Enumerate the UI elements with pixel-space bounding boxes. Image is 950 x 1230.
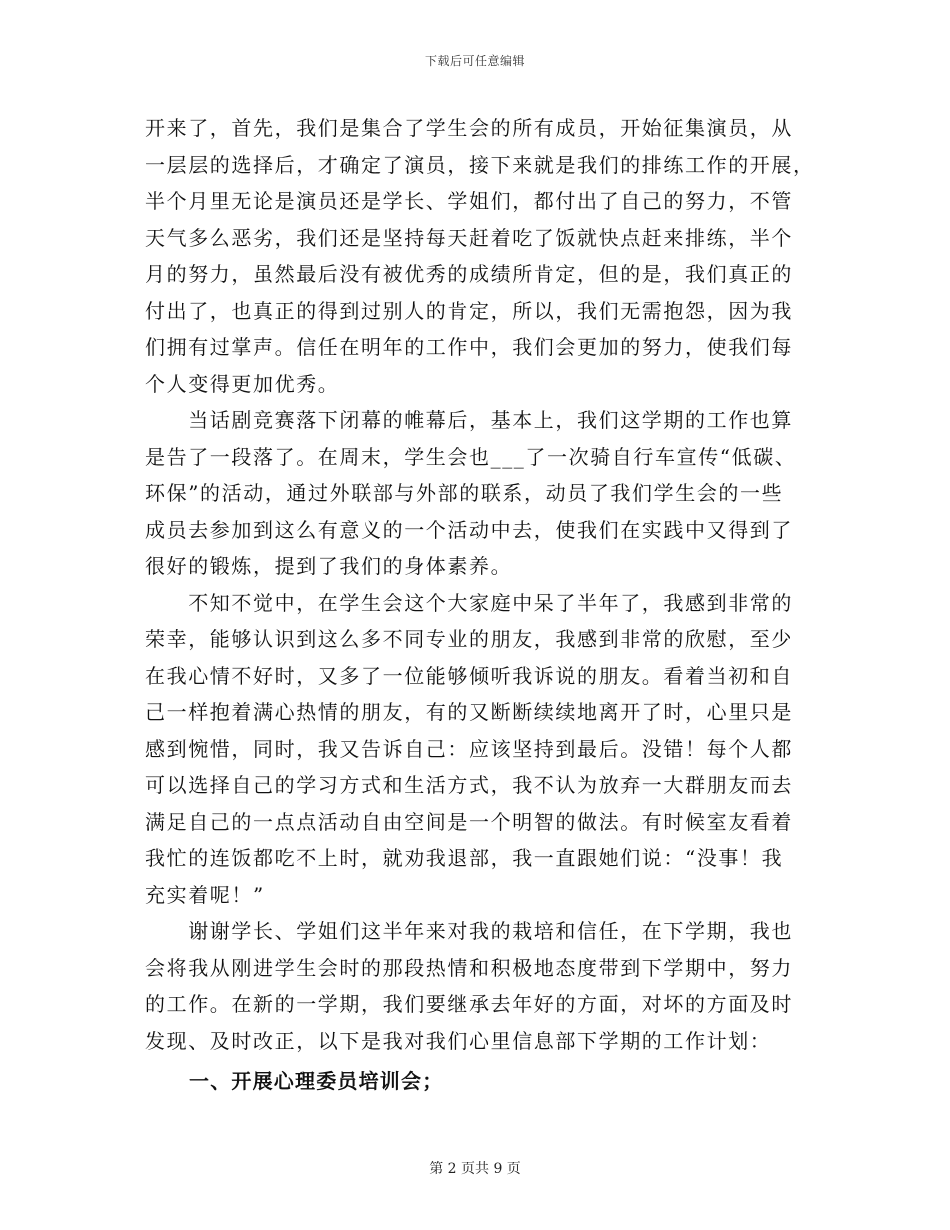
- paragraph: [145, 402, 800, 585]
- text-line: 谢谢学长、学姐们这半年来对我的栽培和信任，在下学期，我也: [145, 919, 793, 943]
- paragraph: [145, 913, 800, 1059]
- text-line: 天气多么恶劣，我们还是坚持每天赶着吃了饭就快点赶来排练，半个: [145, 225, 793, 250]
- text-line: 开来了，首先，我们是集合了学生会的所有成员，开始征集演员，从: [145, 116, 793, 140]
- text-line: 月的努力，虽然最后没有被优秀的成绩所肯定，但的是，我们真正的: [145, 262, 793, 286]
- text-line: 们拥有过掌声。信任在明年的工作中，我们会更加的努力，使我们每: [145, 335, 793, 359]
- text-line: 充实着呢！”: [145, 882, 265, 907]
- text-line: 可以选择自己的学习方式和生活方式，我不认为放弃一大群朋友而去: [145, 773, 793, 797]
- paragraph: [145, 585, 800, 914]
- text-line: 荣幸，能够认识到这么多不同专业的朋友，我感到非常的欣慰，至少: [145, 627, 793, 651]
- text-line: 满足自己的一点点活动自由空间是一个明智的做法。有时候室友看着: [145, 809, 793, 834]
- page-footer: 第 2 页共 9 页: [429, 1161, 521, 1177]
- text-line: 一层层的选择后，才确定了演员，接下来就是我们的排练工作的开展，: [145, 152, 815, 177]
- text-line: 成员去参加到这么有意义的一个活动中去，使我们在实践中又得到了: [145, 517, 793, 542]
- text-line: 我忙的连饭都吃不上时，就劝我退部，我一直跟她们说：“没事！我: [145, 846, 784, 870]
- text-line: 半个月里无论是演员还是学长、学姐们，都付出了自己的努力，不管: [145, 189, 793, 213]
- text-line: 己一样抱着满心热情的朋友，有的又断断续续地离开了时，心里只是: [145, 700, 793, 724]
- page-header: 下载后可任意编辑: [424, 54, 525, 68]
- text-line: 发现、及时改正，以下是我对我们心里信息部下学期的工作计划：: [145, 1028, 772, 1053]
- text-line: 在我心情不好时，又多了一位能够倾听我诉说的朋友。看着当初和自: [145, 663, 793, 688]
- text-line: 个人变得更加优秀。: [145, 371, 340, 396]
- document-body: [145, 110, 815, 1099]
- text-line: 环保”的活动，通过外联部与外部的联系，动员了我们学生会的一些: [145, 481, 784, 505]
- text-line: 是告了一段落了。在周末，学生会也___了一次骑自行车宣传“低碳、: [145, 444, 797, 469]
- text-line: 的工作。在新的一学期，我们要继承去年好的方面，对坏的方面及时: [145, 992, 793, 1016]
- text-line: 付出了，也真正的得到过别人的肯定，所以，我们无需抱怨，因为我: [145, 298, 793, 323]
- text-line: 很好的锻炼，提到了我们的身体素养。: [145, 554, 513, 578]
- text-line: 会将我从刚进学生会时的那段热情和积极地态度带到下学期中，努力: [145, 955, 793, 980]
- text-line: 不知不觉中，在学生会这个大家庭中呆了半年了，我感到非常的: [145, 590, 793, 615]
- paragraph: [145, 110, 815, 402]
- section-heading: 一、开展心理委员培训会；: [189, 1069, 444, 1093]
- text-line: 感到惋惜，同时，我又告诉自己：应该坚持到最后。没错！每个人都: [145, 736, 793, 761]
- text-line: 当话剧竞赛落下闭幕的帷幕后，基本上，我们这学期的工作也算: [145, 408, 793, 432]
